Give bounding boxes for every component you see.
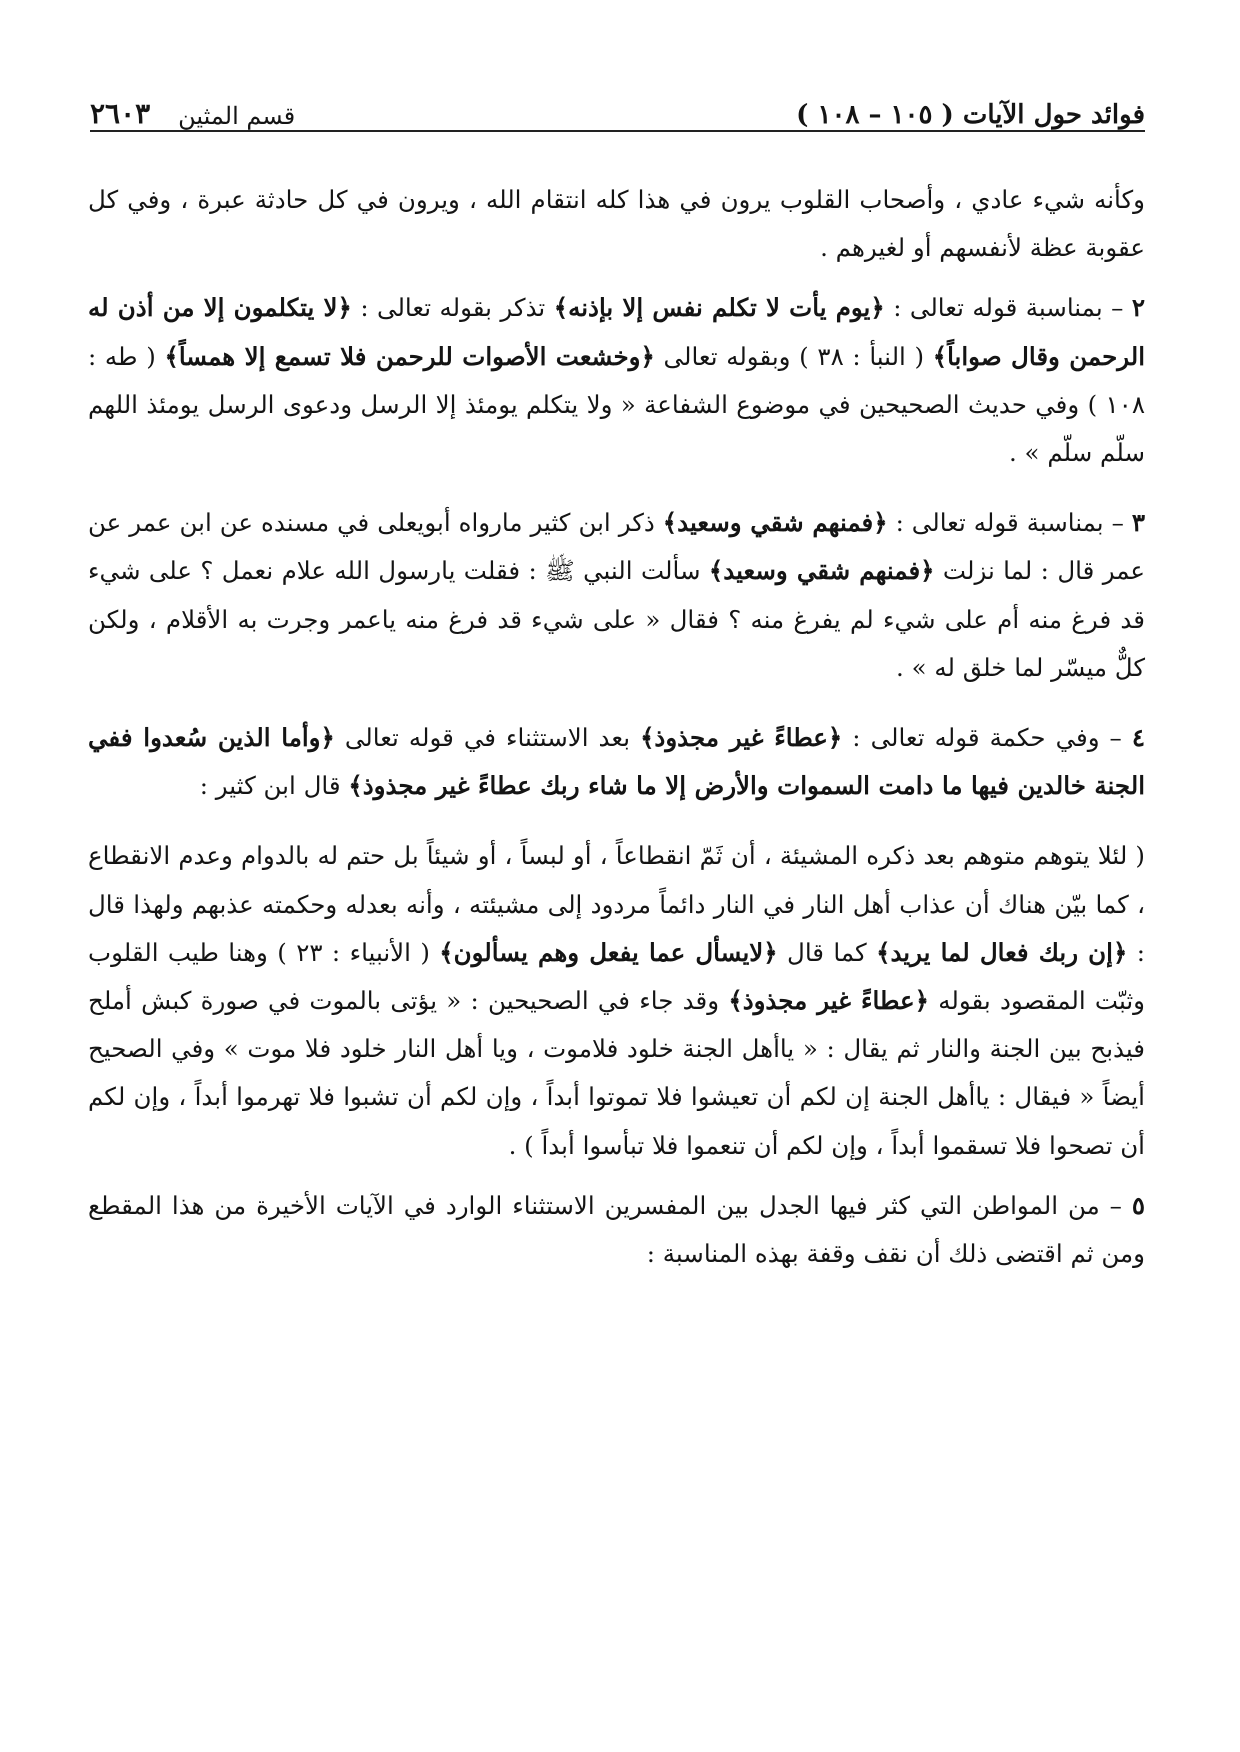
text-run: سألت النبي ﷺ : فقلت يارسول الله علام نعمل ؟ على شيء قد فرغ منه أم على شيء لم يفرغ منه ؟ فقال « على شيء قد فرغ منه ياعمر وجرت به الأقلام ، ولكن كلٌّ ميسّر لما خلق له » .: [88, 556, 1145, 682]
quran-verse: وأما الذين سُعدوا ففي الجنة خالدين فيها ما دامت السموات والأرض إلا ما شاء ربك عطاءً غير مجذوذ: [88, 723, 1145, 801]
text-run: ( الأنبياء : ٢٣ ) وهنا طيب القلوب وثبّت المقصود بقوله: [88, 937, 1145, 1016]
ornate-bracket-open: ﴿: [870, 293, 885, 323]
ornate-bracket-close: ﴾: [662, 508, 678, 538]
paragraph-note-2: [88, 284, 1145, 477]
paragraph-note-5: [88, 1182, 1145, 1278]
ornate-bracket-open: ﴿: [827, 723, 843, 753]
text-run: وقد جاء في الصحيحين : « يؤتى بالموت في صورة كبش أملح فيذبح بين الجنة والنار ثم يقال : « ياأهل الجنة خلود فلاموت ، ويا أهل النار خلود فلا موت » وفي الصحيح أيضاً « فيقال : ياأهل الجنة إن لكم أن تعيشوا فلا تموتوا أبداً ، وإن لكم أن تشبوا فلا تهرموا أبداً ، وإن لكم أن تصحوا فلا تسقموا أبداً ، وإن لكم أن تنعموا فلا تبأسوا أبداً ) .: [88, 986, 1145, 1160]
text-run: ( النبأ : ٣٨ ) وبقوله تعالى: [654, 341, 933, 371]
header-left-group: [90, 97, 295, 130]
quran-verse: وخشعت الأصوات للرحمن فلا تسمع إلا همساً: [178, 341, 641, 371]
ornate-bracket-close: ﴾: [553, 293, 569, 323]
running-header: [90, 82, 1145, 132]
ornate-bracket-close: ﴾: [439, 937, 454, 967]
text-run: بعد الاستثناء في قوله تعالى: [334, 723, 641, 753]
text-run: تذكر بقوله تعالى :: [351, 293, 554, 323]
text-run: ذكر ابن كثير مارواه أبويعلى في مسنده عن ابن عمر عن عمر قال : لما نزلت: [88, 508, 1145, 586]
ornate-bracket-open: ﴿: [914, 986, 930, 1016]
text-run: ( لئلا يتوهم متوهم بعد ذكره المشيئة ، أن ثَمّ انقطاعاً ، أو لبساً ، أو شيئاً بل حتم له بالدوام وعدم الانقطاع ، كما بيّن هناك أن عذاب أهل النار في النار دائماً مردود إلى مشيئته ، وأنه بعدله وحكمته عذبهم ولهذا قال :: [88, 841, 1145, 967]
quran-verse: يوم يأت لا تكلم نفس إلا بإذنه: [568, 293, 871, 323]
text-run: – بمناسبة قوله تعالى :: [887, 508, 1132, 538]
ornate-bracket-open: ﴿: [1112, 937, 1128, 967]
quran-verse: فمنهم شقي وسعيد: [677, 508, 874, 538]
quran-verse: لايسأل عما يفعل وهم يسألون: [453, 937, 764, 967]
note-number: ٢: [1131, 293, 1145, 323]
ornate-bracket-close: ﴾: [876, 937, 891, 967]
text-run: – وفي حكمة قوله تعالى :: [842, 723, 1132, 753]
quran-verse: إن ربك فعال لما يريد: [890, 937, 1113, 967]
section-name: قسم المثين: [178, 102, 296, 130]
ornate-bracket-open: ﴿: [320, 723, 335, 753]
ornate-bracket-close: ﴾: [164, 341, 179, 371]
ornate-bracket-open: ﴿: [763, 937, 778, 967]
quran-verse: لا يتكلمون إلا من أذن له الرحمن وقال صواباً: [88, 293, 1146, 371]
paragraph-note-4: [88, 714, 1145, 810]
note-number: ٣: [1131, 508, 1146, 538]
text-run: قال ابن كثير :: [199, 771, 349, 801]
ornate-bracket-close: ﴾: [708, 556, 724, 586]
page-body: [88, 176, 1145, 1278]
quran-verse: فمنهم شقي وسعيد: [723, 556, 921, 586]
page-number: ٢٦٠٣: [90, 97, 151, 130]
text-run: كما قال: [777, 937, 877, 967]
quran-verse: عطاءً غير مجذوذ: [654, 723, 828, 753]
ornate-bracket-open: ﴿: [920, 556, 935, 586]
ornate-bracket-open: ﴿: [873, 508, 888, 538]
paragraph-continuation: [88, 176, 1145, 272]
header-title: فوائد حول الآيات ( ١٠٥ – ١٠٨ ): [796, 100, 1145, 130]
quran-verse: عطاءً غير مجذوذ: [742, 986, 915, 1016]
ornate-bracket-close: ﴾: [932, 341, 948, 371]
ornate-bracket-open: ﴿: [640, 341, 655, 371]
ornate-bracket-close: ﴾: [640, 723, 655, 753]
paragraph-note-3: [88, 499, 1145, 692]
text-run: وكأنه شيء عادي ، وأصحاب القلوب يرون في هذا كله انتقام الله ، ويرون في كل حادثة عبرة ، وفي كل عقوبة عظة لأنفسهم أو لغيرهم .: [88, 185, 1145, 263]
ornate-bracket-open: ﴿: [337, 293, 352, 323]
text-run: – من المواطن التي كثر فيها الجدل بين المفسرين الاستثناء الوارد في الآيات الأخيرة من هذا المقطع ومن ثم اقتضى ذلك أن نقف وقفة بهذه المناسبة :: [88, 1190, 1145, 1269]
paragraph-quotation: [88, 832, 1145, 1169]
note-number: ٤: [1131, 723, 1146, 753]
note-number: ٥: [1131, 1190, 1145, 1220]
ornate-bracket-close: ﴾: [348, 771, 363, 801]
text-run: – بمناسبة قوله تعالى :: [884, 293, 1132, 323]
ornate-bracket-close: ﴾: [728, 986, 743, 1016]
text-run: ( طه : ١٠٨ ) وفي حديث الصحيحين في موضوع الشفاعة « ولا يتكلم يومئذ إلا الرسل ودعوى الرسل يومئذ اللهم سلّم سلّم » .: [88, 341, 1145, 468]
